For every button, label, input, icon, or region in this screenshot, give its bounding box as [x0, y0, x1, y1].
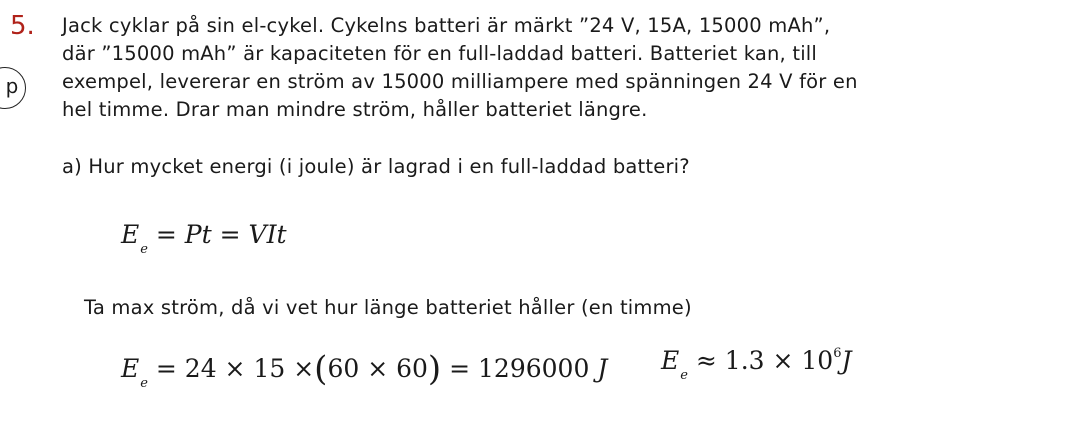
calc-result: = 1296000: [449, 354, 590, 383]
exponent: 6: [833, 346, 842, 361]
paren-open: (: [314, 349, 328, 389]
unit-joule: J: [597, 354, 608, 383]
max-current-note: Ta max ström, då vi vet hur länge batteriet håller (en timme): [84, 296, 692, 319]
formula-rhs: = Pt = VIt: [155, 220, 287, 249]
energy-symbol: E: [661, 346, 680, 375]
energy-subscript: e: [140, 376, 148, 391]
paragraph-line: där ”15000 mAh” är kapaciteten för en full-laddad batteri. Batteriet kan, till: [62, 42, 818, 65]
calc-inner: 60 × 60: [327, 354, 428, 383]
question-number: 5.: [10, 11, 35, 41]
paragraph-line: exempel, levererar en ström av 15000 milliampere med spänningen 24 V för en: [62, 70, 858, 93]
energy-approximation: [661, 346, 852, 383]
unit-joule: J: [841, 346, 852, 375]
paragraph-line: Jack cyklar på sin el-cykel. Cykelns batteri är märkt ”24 V, 15A, 15000 mAh”,: [62, 14, 831, 37]
energy-subscript: e: [140, 242, 148, 257]
paren-close: ): [427, 349, 442, 389]
question-a: a) Hur mycket energi (i joule) är lagrad i en full-laddad batteri?: [62, 155, 690, 178]
p-badge: p: [0, 67, 26, 109]
paragraph-line: hel timme. Drar man mindre ström, håller batteriet längre.: [62, 98, 648, 121]
approx-value: ≈ 1.3 × 10: [695, 346, 834, 375]
energy-symbol: E: [121, 220, 140, 249]
energy-subscript: e: [680, 368, 688, 383]
problem-paragraph: [62, 12, 1062, 124]
calc-product: = 24 × 15 ×: [155, 354, 315, 383]
energy-symbol: E: [121, 354, 140, 383]
energy-formula: [121, 220, 287, 257]
energy-calculation: [121, 346, 608, 391]
